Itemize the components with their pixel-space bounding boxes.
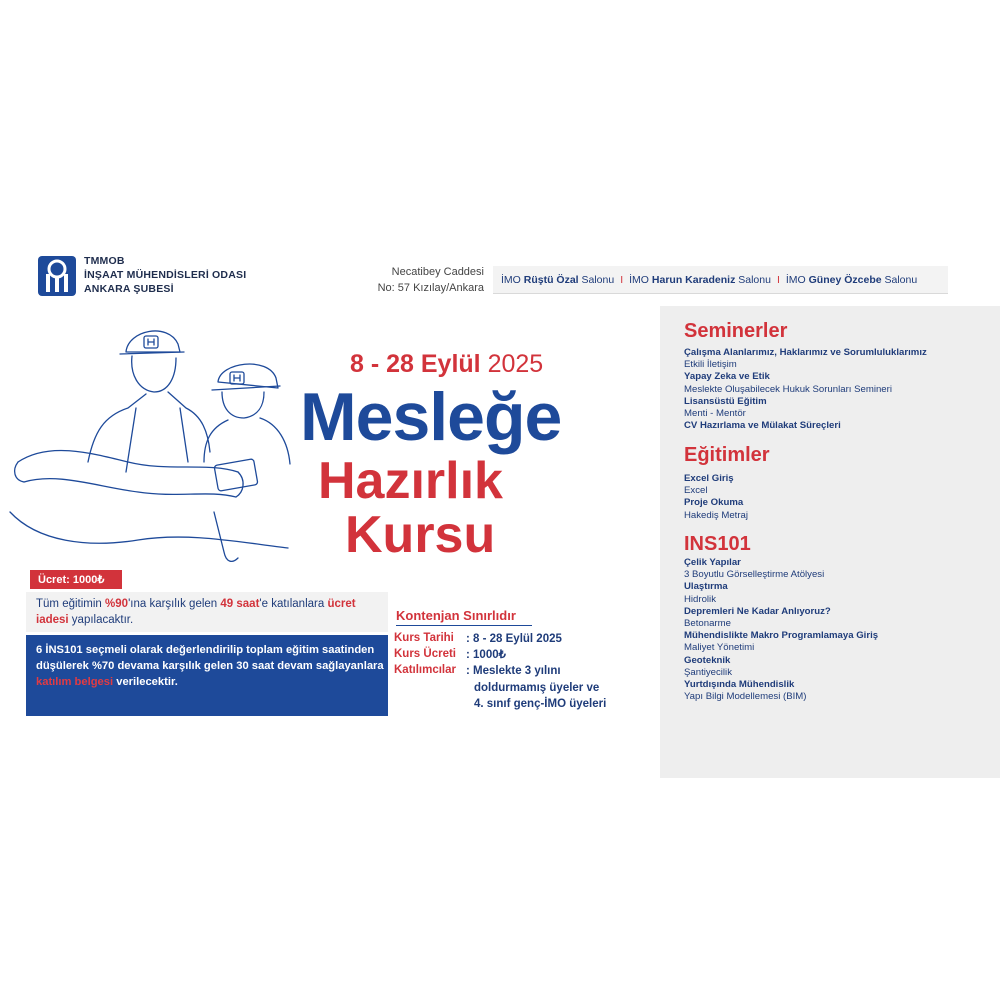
- imo-logo: [38, 256, 76, 296]
- section-list-ins101: [684, 557, 878, 703]
- section-list-egitimler: [684, 473, 748, 522]
- list-item: Yapı Bilgi Modellemesi (BIM): [684, 691, 807, 703]
- list-item: Maliyet Yönetimi: [684, 642, 755, 654]
- course-info-value: 4. sınıf genç-İMO üyeleri: [474, 698, 607, 710]
- list-item: CV Hazırlama ve Mülakat Süreçleri: [684, 420, 841, 432]
- org-name-line: ANKARA ŞUBESİ: [84, 283, 174, 295]
- list-item: Çelik Yapılar: [684, 557, 741, 568]
- course-info-value: : Meslekte 3 yılını: [466, 665, 561, 677]
- section-list-seminerler: [684, 347, 927, 432]
- event-dates: 8 - 28 Eylül 2025: [350, 350, 544, 378]
- list-item: Çalışma Alanlarımız, Haklarımız ve Sorumluluklarımız: [684, 347, 927, 358]
- list-item: Hakediş Metraj: [684, 509, 748, 521]
- quota-underline: [396, 625, 532, 626]
- list-item: 3 Boyutlu Görselleştirme Atölyesi: [684, 569, 825, 581]
- list-item: Betonarme: [684, 618, 731, 630]
- address-line: Necatibey Caddesi: [391, 266, 484, 278]
- org-name-line: İNŞAAT MÜHENDİSLERİ ODASI: [84, 269, 247, 281]
- hall-item: İMO Rüştü Özal Salonu: [501, 273, 615, 286]
- course-info-value: : 8 - 28 Eylül 2025: [466, 633, 562, 645]
- list-item: Excel Giriş: [684, 473, 734, 484]
- title-line-1: Mesleğe: [300, 379, 562, 455]
- course-info-value: : 1000₺: [466, 649, 506, 661]
- list-item: Şantiyecilik: [684, 666, 732, 678]
- address-line: No: 57 Kızılay/Ankara: [377, 282, 484, 294]
- hall-separator: I: [776, 273, 780, 286]
- fee-badge: Ücret: 1000₺: [30, 570, 122, 589]
- list-item: Hidrolik: [684, 593, 716, 605]
- engineers-illustration: [8, 312, 308, 572]
- list-item: Yapay Zeka ve Etik: [684, 371, 770, 383]
- list-item: Lisansüstü Eğitim: [684, 395, 767, 407]
- hall-separator: I: [620, 273, 624, 286]
- list-item: Proje Okuma: [684, 497, 744, 509]
- list-item: Etkili İletişim: [684, 359, 737, 371]
- hall-bar: [493, 266, 948, 294]
- section-title-egitimler: Eğitimler: [684, 444, 770, 466]
- list-item: Ulaştırma: [684, 581, 728, 593]
- refund-notice: Tüm eğitimin %90'ına karşılık gelen 49 saat'e katılanlara ücret iadesi yapılacaktır.: [26, 592, 388, 632]
- hall-item: İMO Harun Karadeniz Salonu: [629, 273, 771, 286]
- course-info-label: Katılımcılar: [394, 664, 456, 676]
- org-name-line: TMMOB: [84, 255, 125, 267]
- list-item: Meslekte Oluşabilecek Hukuk Sorunları Semineri: [684, 383, 892, 395]
- imo-logo-icon: [38, 256, 76, 296]
- list-item: Excel: [684, 485, 708, 497]
- event-year: 2025: [487, 350, 544, 378]
- list-item: Mühendislikte Makro Programlamaya Giriş: [684, 630, 879, 642]
- course-info-label: Kurs Tarihi: [394, 632, 454, 644]
- hall-item: İMO Güney Özcebe Salonu: [785, 273, 918, 286]
- list-item: Yurtdışında Mühendislik: [684, 679, 795, 691]
- certificate-notice: 6 İNS101 seçmeli olarak değerlendirilip toplam eğitim saatinden düşülerek %70 devama karşılık gelen 30 saat devam sağlayanlara katılım belgesi verilecektir.: [26, 635, 388, 716]
- section-title-seminerler: Seminerler: [684, 320, 788, 342]
- list-item: Depremleri Ne Kadar Anlıyoruz?: [684, 605, 831, 617]
- course-info-value: doldurmamış üyeler ve: [474, 682, 600, 694]
- quota-notice: Kontenjan Sınırlıdır: [396, 608, 516, 623]
- list-item: Geoteknik: [684, 654, 731, 666]
- section-title-ins101: INS101: [684, 533, 751, 555]
- title-line-3: Kursu: [345, 506, 496, 564]
- list-item: Menti - Mentör: [684, 408, 746, 420]
- title-line-2: Hazırlık: [318, 452, 503, 510]
- course-info-label: Kurs Ücreti: [394, 648, 456, 660]
